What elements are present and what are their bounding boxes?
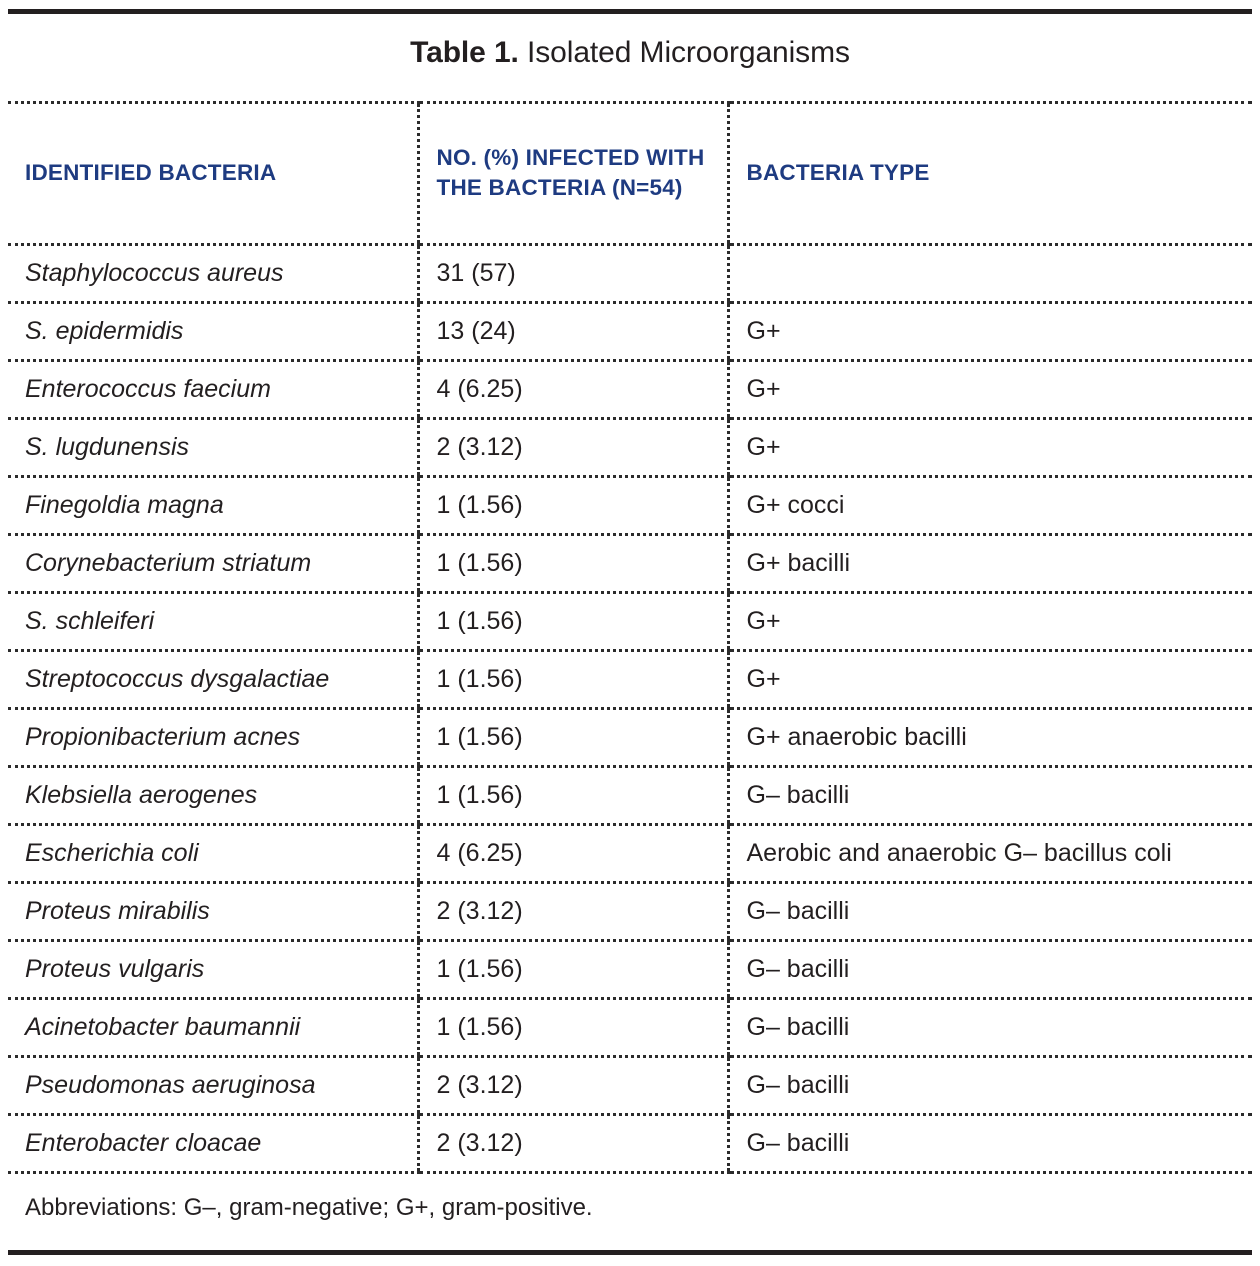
table-bottom-rule [8, 1250, 1252, 1255]
table-head [8, 103, 1252, 245]
cell-identified-bacteria: Propionibacterium acnes [8, 709, 418, 767]
table-row [8, 1115, 1252, 1173]
cell-no-percent-infected: 1 (1.56) [418, 941, 728, 999]
table-top-rule [8, 9, 1252, 14]
table-row [8, 303, 1252, 361]
cell-identified-bacteria: S. schleiferi [8, 593, 418, 651]
cell-no-percent-infected: 1 (1.56) [418, 593, 728, 651]
table-row [8, 883, 1252, 941]
cell-bacteria-type: G+ [728, 419, 1252, 477]
table-row [8, 767, 1252, 825]
column-header-bacteria-type: BACTERIA TYPE [728, 103, 1252, 245]
cell-bacteria-type: G– bacilli [728, 767, 1252, 825]
table-row [8, 245, 1252, 303]
cell-bacteria-type: G+ [728, 593, 1252, 651]
cell-bacteria-type: G+ [728, 303, 1252, 361]
table-body [8, 245, 1252, 1173]
cell-bacteria-type: G+ [728, 361, 1252, 419]
cell-no-percent-infected: 1 (1.56) [418, 999, 728, 1057]
cell-identified-bacteria: Enterobacter cloacae [8, 1115, 418, 1173]
isolated-microorganisms-table [8, 101, 1252, 1174]
cell-identified-bacteria: Enterococcus faecium [8, 361, 418, 419]
table-row [8, 361, 1252, 419]
cell-no-percent-infected: 4 (6.25) [418, 361, 728, 419]
table-row [8, 593, 1252, 651]
cell-no-percent-infected: 1 (1.56) [418, 709, 728, 767]
table-row [8, 419, 1252, 477]
cell-identified-bacteria: Proteus vulgaris [8, 941, 418, 999]
cell-identified-bacteria: S. epidermidis [8, 303, 418, 361]
table-row [8, 941, 1252, 999]
cell-no-percent-infected: 1 (1.56) [418, 767, 728, 825]
cell-identified-bacteria: Staphylococcus aureus [8, 245, 418, 303]
cell-bacteria-type: G– bacilli [728, 883, 1252, 941]
cell-identified-bacteria: Corynebacterium striatum [8, 535, 418, 593]
cell-bacteria-type: Aerobic and anaerobic G– bacillus coli [728, 825, 1252, 883]
column-header-no-percent-infected: NO. (%) INFECTED WITH THE BACTERIA (N=54) [418, 103, 728, 245]
table-row [8, 999, 1252, 1057]
cell-bacteria-type: G– bacilli [728, 999, 1252, 1057]
caption-title: Isolated Microorganisms [527, 36, 850, 69]
table-row [8, 535, 1252, 593]
cell-no-percent-infected: 31 (57) [418, 245, 728, 303]
header-row [8, 103, 1252, 245]
cell-identified-bacteria: Finegoldia magna [8, 477, 418, 535]
cell-no-percent-infected: 2 (3.12) [418, 1115, 728, 1173]
cell-bacteria-type: G– bacilli [728, 1115, 1252, 1173]
table-row [8, 651, 1252, 709]
cell-identified-bacteria: Acinetobacter baumannii [8, 999, 418, 1057]
cell-bacteria-type: G+ [728, 651, 1252, 709]
cell-identified-bacteria: Streptococcus dysgalactiae [8, 651, 418, 709]
table-row [8, 1057, 1252, 1115]
cell-identified-bacteria: Pseudomonas aeruginosa [8, 1057, 418, 1115]
column-header-identified-bacteria: IDENTIFIED BACTERIA [8, 103, 418, 245]
cell-bacteria-type: G+ cocci [728, 477, 1252, 535]
cell-bacteria-type: G+ anaerobic bacilli [728, 709, 1252, 767]
cell-identified-bacteria: Proteus mirabilis [8, 883, 418, 941]
cell-no-percent-infected: 2 (3.12) [418, 883, 728, 941]
cell-bacteria-type: G– bacilli [728, 1057, 1252, 1115]
cell-bacteria-type [728, 245, 1252, 303]
cell-no-percent-infected: 2 (3.12) [418, 419, 728, 477]
cell-identified-bacteria: Escherichia coli [8, 825, 418, 883]
table-footnote: Abbreviations: G–, gram-negative; G+, gram-positive. [25, 1194, 593, 1221]
table-row [8, 477, 1252, 535]
cell-no-percent-infected: 4 (6.25) [418, 825, 728, 883]
cell-no-percent-infected: 1 (1.56) [418, 477, 728, 535]
table-row [8, 709, 1252, 767]
cell-no-percent-infected: 13 (24) [418, 303, 728, 361]
cell-no-percent-infected: 1 (1.56) [418, 535, 728, 593]
table-caption [0, 34, 1260, 72]
table-row [8, 825, 1252, 883]
cell-bacteria-type: G+ bacilli [728, 535, 1252, 593]
cell-identified-bacteria: Klebsiella aerogenes [8, 767, 418, 825]
cell-identified-bacteria: S. lugdunensis [8, 419, 418, 477]
cell-bacteria-type: G– bacilli [728, 941, 1252, 999]
cell-no-percent-infected: 2 (3.12) [418, 1057, 728, 1115]
cell-no-percent-infected: 1 (1.56) [418, 651, 728, 709]
caption-label: Table 1. [410, 36, 519, 69]
